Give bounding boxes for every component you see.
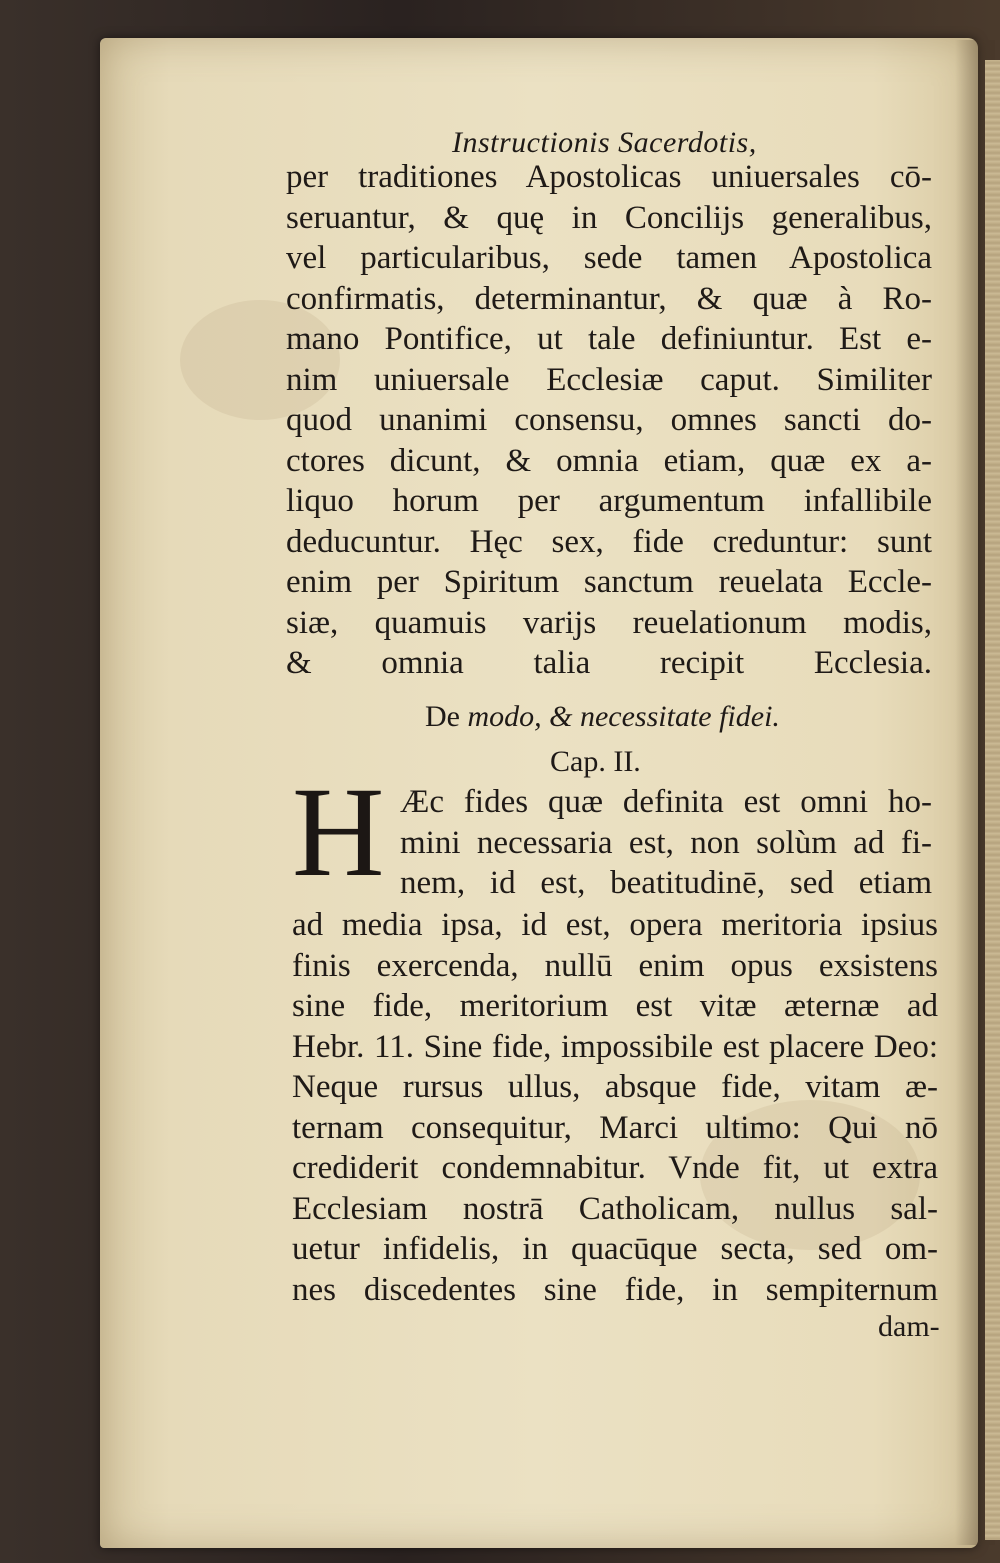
text-line: finis exercenda, nullū enim opus exsistens (292, 947, 938, 984)
text-line: uetur infidelis, in quacūque secta, sed om- (292, 1231, 938, 1267)
running-head: Instructionis Sacerdotis, (452, 126, 757, 159)
text-line: seruantur, & quę in Concilijs generalibus, (286, 199, 932, 236)
text-line: Hebr. 11. Sine fide, impossibile est placere Deo: (292, 1028, 938, 1065)
text-line: Neque rursus ullus, absque fide, vitam æ- (292, 1069, 938, 1105)
chapter-number: Cap. II. (550, 745, 641, 778)
text-line: ctores dicunt, & omnia etiam, quæ ex a- (286, 442, 932, 479)
text-line: mano Pontifice, ut tale definiuntur. Est e- (286, 321, 932, 357)
text-line: vel particularibus, sede tamen Apostolica (286, 240, 932, 276)
text-line: mini necessaria est, non solùm ad fi- (400, 824, 932, 861)
text-line: siæ, quamuis varijs reuelationum modis, (286, 604, 932, 641)
text-line: ternam consequitur, Marci ultimo: Qui nō (292, 1109, 938, 1146)
catchword: dam- (878, 1310, 940, 1343)
text-line: nem, id est, beatitudinē, sed etiam (400, 865, 932, 901)
chapter-title-italic: modo, & necessitate fidei. (467, 700, 780, 733)
page-edge (985, 60, 1000, 1540)
text-line: nim uniuersale Ecclesiæ caput. Similiter (286, 361, 932, 398)
chapter-title (425, 700, 780, 734)
text-line: quod unanimi consensu, omnes sancti do- (286, 402, 932, 438)
text-line: enim per Spiritum sanctum reuelata Eccle- (286, 564, 932, 600)
text-line: sine fide, meritorium est vitæ æternæ ad (292, 988, 938, 1024)
chapter-title-prefix: De (425, 700, 460, 733)
text-line: ad media ipsa, id est, opera meritoria ipsius (292, 907, 938, 943)
text-line: & omnia talia recipit Ecclesia. (286, 645, 932, 681)
text-line: confirmatis, determinantur, & quæ à Ro- (286, 280, 932, 317)
text-line: crediderit condemnabitur. Vnde fit, ut extra (292, 1150, 938, 1186)
text-line: liquo horum per argumentum infallibile (286, 483, 932, 519)
text-line: Ecclesiam nostrā Catholicam, nullus sal- (292, 1190, 938, 1227)
text-line: nes discedentes sine fide, in sempiternum (292, 1271, 938, 1308)
text-line: deducuntur. Hęc sex, fide creduntur: sunt (286, 523, 932, 560)
text-line: Æc fides quæ definita est omni ho- (400, 784, 932, 820)
text-line: per traditiones Apostolicas uniuersales cō- (286, 159, 932, 195)
drop-cap: H (292, 761, 385, 903)
